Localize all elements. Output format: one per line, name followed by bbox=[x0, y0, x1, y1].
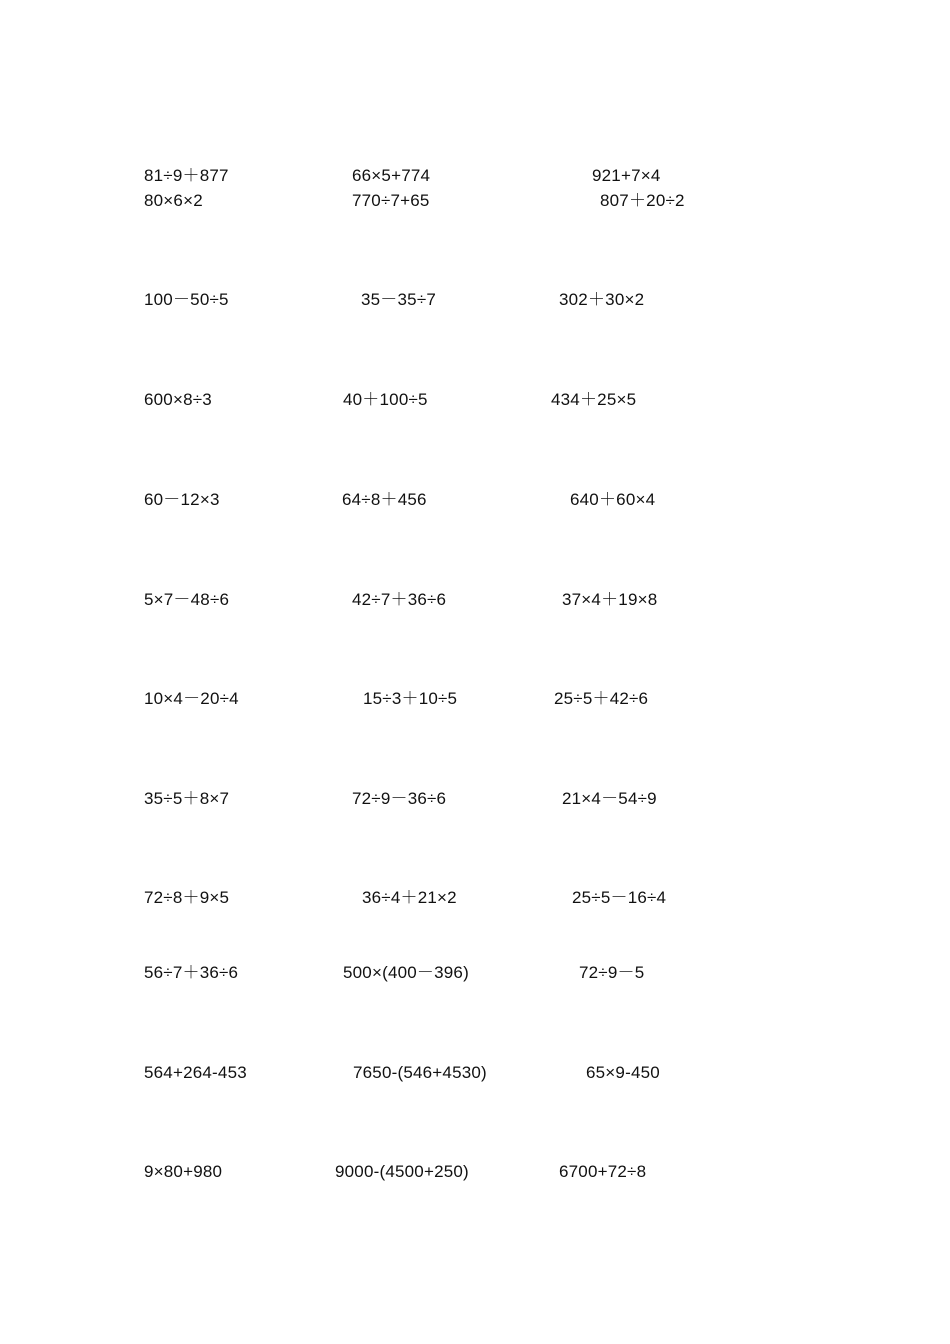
expression-r11-c0: 9×80+980 bbox=[144, 1162, 223, 1181]
expression-r0-c0: 81÷9＋877 bbox=[144, 166, 229, 185]
expression-r3-c0: 600×8÷3 bbox=[144, 390, 212, 409]
expression-r11-c2: 6700+72÷8 bbox=[559, 1162, 647, 1181]
expression-r0-c1: 66×5+774 bbox=[352, 166, 431, 185]
expression-r2-c2: 302＋30×2 bbox=[559, 290, 645, 309]
expression-r6-c1: 15÷3＋10÷5 bbox=[363, 689, 458, 708]
expression-r6-c0: 10×4－20÷4 bbox=[144, 689, 239, 708]
expression-r11-c1: 9000-(4500+250) bbox=[335, 1162, 469, 1181]
expression-r10-c1: 7650-(546+4530) bbox=[353, 1063, 487, 1082]
expression-r7-c2: 21×4－54÷9 bbox=[562, 789, 657, 808]
expression-r2-c1: 35－35÷7 bbox=[361, 290, 437, 309]
expression-r10-c2: 65×9-450 bbox=[586, 1063, 660, 1082]
expression-r7-c1: 72÷9－36÷6 bbox=[352, 789, 447, 808]
expression-r5-c0: 5×7－48÷6 bbox=[144, 590, 230, 609]
expression-r1-c1: 770÷7+65 bbox=[352, 191, 430, 210]
expression-r3-c1: 40＋100÷5 bbox=[343, 390, 428, 409]
expression-r4-c0: 60－12×3 bbox=[144, 490, 220, 509]
expression-r0-c2: 921+7×4 bbox=[592, 166, 661, 185]
expression-r8-c1: 36÷4＋21×2 bbox=[362, 888, 457, 907]
expression-r1-c0: 80×6×2 bbox=[144, 191, 203, 210]
expression-r8-c2: 25÷5－16÷4 bbox=[572, 888, 667, 907]
expression-r6-c2: 25÷5＋42÷6 bbox=[554, 689, 649, 708]
expression-r9-c2: 72÷9－5 bbox=[579, 963, 645, 982]
expression-r4-c2: 640＋60×4 bbox=[570, 490, 656, 509]
expression-r2-c0: 100－50÷5 bbox=[144, 290, 229, 309]
expression-r5-c1: 42÷7＋36÷6 bbox=[352, 590, 447, 609]
expression-r9-c1: 500×(400－396) bbox=[343, 963, 469, 982]
expression-r8-c0: 72÷8＋9×5 bbox=[144, 888, 230, 907]
expression-r1-c2: 807＋20÷2 bbox=[600, 191, 685, 210]
expression-r3-c2: 434＋25×5 bbox=[551, 390, 637, 409]
expression-r7-c0: 35÷5＋8×7 bbox=[144, 789, 230, 808]
expression-r4-c1: 64÷8＋456 bbox=[342, 490, 427, 509]
expression-r10-c0: 564+264-453 bbox=[144, 1063, 247, 1082]
expression-r5-c2: 37×4＋19×8 bbox=[562, 590, 658, 609]
expression-r9-c0: 56÷7＋36÷6 bbox=[144, 963, 239, 982]
